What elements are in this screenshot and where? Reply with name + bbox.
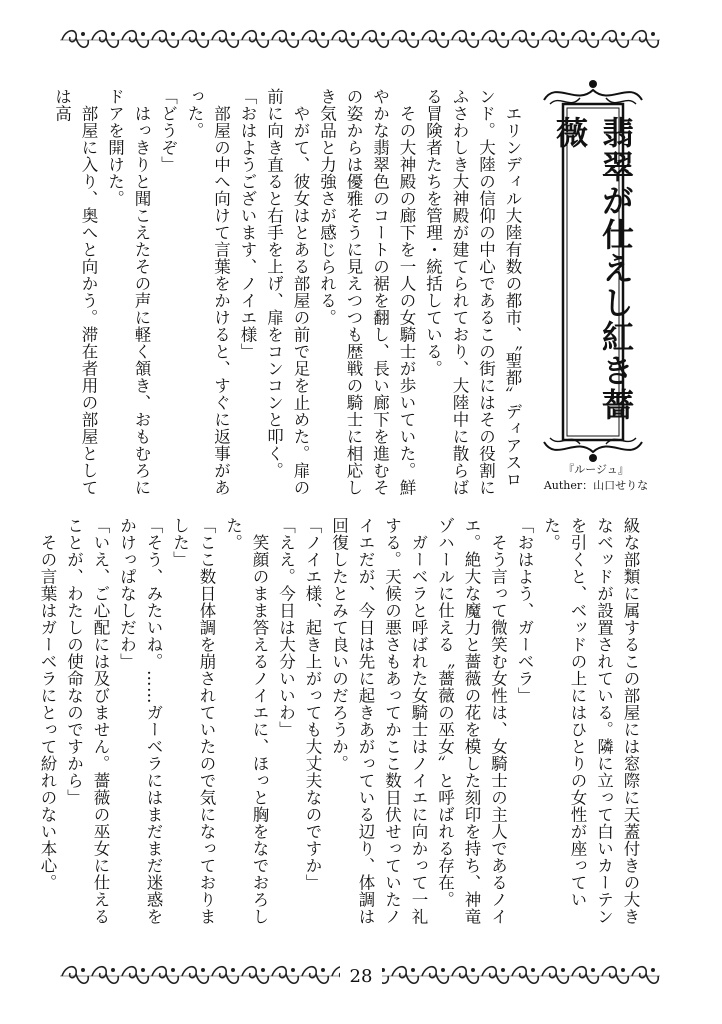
paragraph: 部屋に入り、奥へと向かう。滞在者用の部屋としては高 [52, 88, 98, 496]
paragraph: はっきりと聞こえたその声に軽く頷き、おもむろにドアを開けた。 [105, 88, 151, 496]
dialogue-line: 「ノイエ様、起き上がっても大丈夫なのですか」 [303, 517, 322, 891]
dialogue-line: 「どうぞ」 [158, 88, 178, 173]
paragraph: 級な部類に属するこの部屋には窓際に天蓋付きの大きなベッドが設置されている。隣に立って白いカーテンを引くと、ベッドの上にはひとりの女性が座っていた。 [541, 517, 640, 925]
paragraph: その言葉はガーベラにとって紛れのない本心。 [38, 533, 57, 891]
dialogue-line: 「ここ数日体調を崩されていたので気になっておりました」 [170, 517, 216, 925]
dialogue-line: 「そう、みたいね。……ガーベラにはまだまだ迷惑をかけっぱなしだわ」 [117, 517, 163, 925]
paragraph: やがて、彼女はとある部屋の前で足を止めた。扉の前に向き直ると右手を上げ、扉をコンコンと叩く。 [264, 88, 310, 496]
paragraph: エリンディル大陸有数の都市、〝聖都〟ディアスロンド。大陸の信仰の中心であるこの街にはその役割にふさわしき大神殿が建てられており、大陸中に散らばる冒険者たちを管理・統括している。 [423, 88, 522, 496]
paragraph: 部屋の中へ向けて言葉をかけると、すぐに返事があった。 [185, 88, 231, 496]
scroll-ornament-icon [60, 22, 660, 58]
title-cartouche [536, 76, 650, 466]
paragraph: そう言って微笑む女性は、女騎士の主人であるノイエ。絶大な魔力と薔薇の花を模した刻印を持ち、神竜ゾハールに仕える〝薔薇の巫女〟と呼ばれる存在。 [435, 517, 508, 925]
paragraph: その大神殿の廊下を一人の女騎士が歩いていた。鮮やかな翡翠色のコートの裾を翻し、長い廊下を進むその姿からは優雅そうに見えつつも歴戦の騎士に相応しき気品と力強さが感じられる。 [317, 88, 416, 496]
story-title: 翡翠が仕えし紅き薔薇 [551, 116, 635, 422]
series-name: 『ルージュ』 [563, 463, 629, 476]
body-text-lower [38, 517, 643, 929]
top-ornamental-border [60, 22, 660, 58]
dialogue-line: 「おはよう、ガーベラ」 [515, 517, 534, 704]
author-name: Auther：山口せりな [543, 479, 649, 492]
body-text-upper [52, 88, 525, 500]
paragraph: 笑顔のまま答えるノイエに、ほっと胸をなでおろした。 [223, 517, 269, 925]
page-number: 28 [340, 964, 382, 990]
dialogue-line: 「いえ、ご心配には及びません。薔薇の巫女に仕えることが、わたしの使命なのですから」 [64, 517, 110, 925]
byline [536, 462, 656, 494]
dialogue-line: 「おはようございます、ノイエ様」 [238, 88, 257, 360]
dialogue-line: 「ええ。今日は大分いいわ」 [276, 517, 296, 738]
paragraph: ガーベラと呼ばれた女騎士はノイエに向かって一礼する。天候の悪さもあってかここ数日伏せっていたノイエだが、今日は先に起きあがっている辺り、体調は回復したとみて良いのだろうか。 [329, 517, 428, 925]
